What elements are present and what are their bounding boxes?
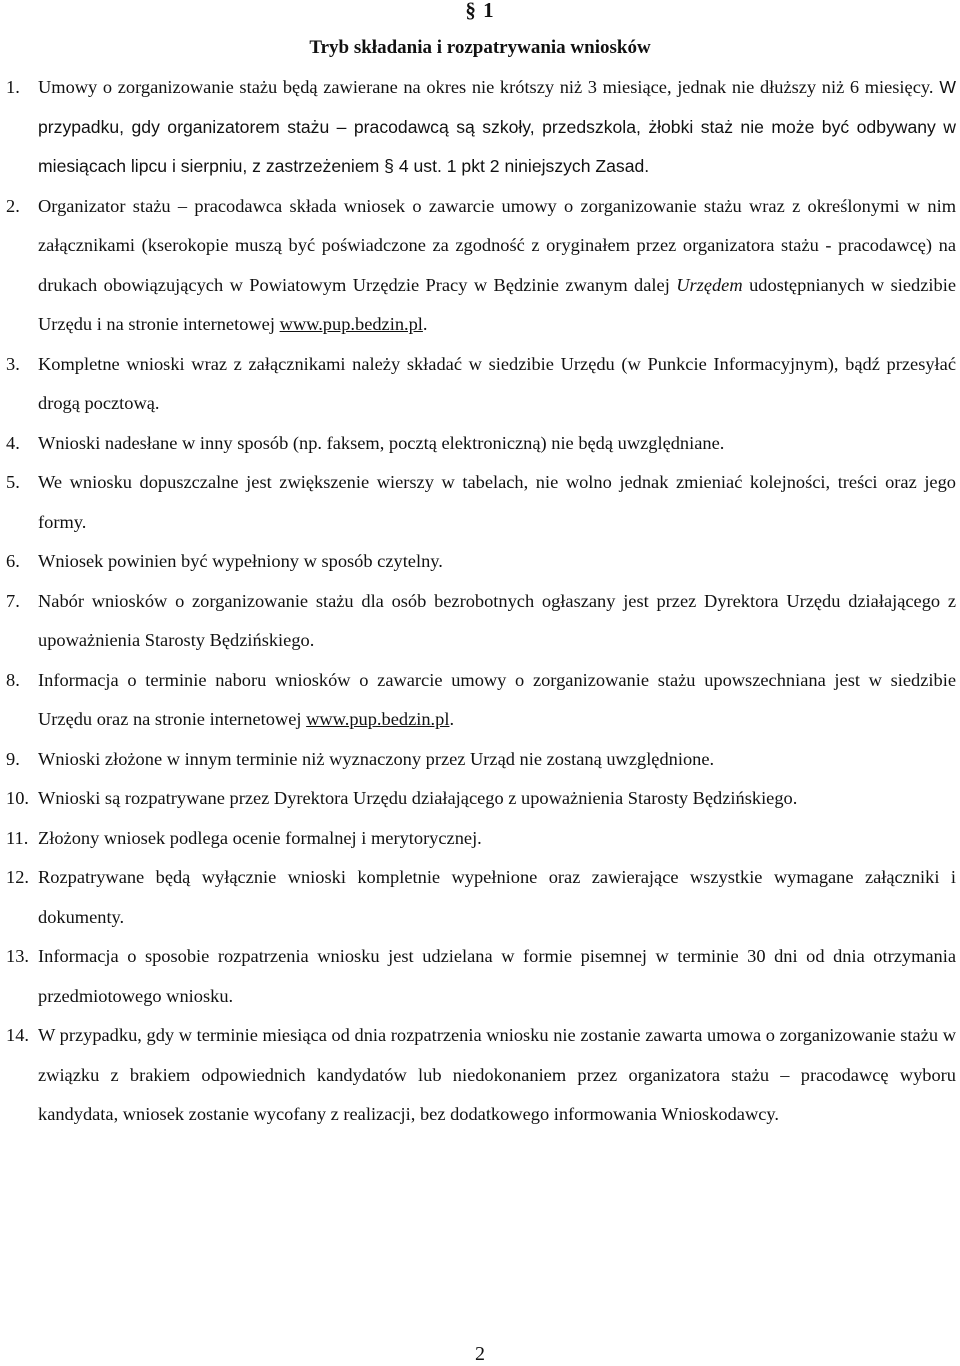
item-text: Informacja o sposobie rozpatrzenia wniosku jest udzielana w formie pisemnej w terminie 30 dni od dnia otrzymania przedmiotowego wniosku.	[38, 946, 956, 1006]
item-number: 12.	[6, 867, 29, 887]
list-item-13	[6, 937, 956, 1016]
item-number: 1.	[6, 77, 20, 97]
item-text: Nabór wniosków o zorganizowanie stażu dla osób bezrobotnych ogłaszany jest przez Dyrektora Urzędu działającego z upoważnienia Starosty Będzińskiego.	[38, 590, 956, 650]
item-text: W przypadku, gdy w terminie miesiąca od dnia rozpatrzenia wniosku nie zostanie zawarta umowa o zorganizowanie stażu w związku z brakiem odpowiednich kandydatów lub niedokonaniem przez organizatora stażu – pracodawcę wyboru kandydata, wniosek zostanie wycofany z realizacji, bez dodatkowego informowania Wnioskodawcy.	[38, 1025, 956, 1124]
item-number: 5.	[6, 472, 20, 492]
item-number: 7.	[6, 590, 20, 611]
list-item-1	[6, 68, 956, 187]
item-text: Złożony wniosek podlega ocenie formalnej i merytorycznej.	[38, 827, 482, 848]
item-number: 14.	[6, 1025, 29, 1045]
item-text: Wnioski złożone w innym terminie niż wyznaczony przez Urząd nie zostaną uwzględnione.	[38, 748, 715, 769]
item-number: 3.	[6, 353, 20, 374]
item-text: Kompletne wnioski wraz z załącznikami należy składać w siedzibie Urzędu (w Punkcie Informacyjnym), bądź przesyłać drogą pocztową.	[38, 353, 956, 413]
item-text: udostępnianych w siedzibie Urzędu i na stronie internetowej	[38, 274, 956, 334]
item-text: Wniosek powinien być wypełniony w sposób czytelny.	[38, 551, 443, 571]
item-emphasis: Urzędem	[676, 274, 743, 295]
item-number: 11.	[6, 827, 29, 848]
page-number: 2	[475, 1343, 485, 1365]
item-number: 2.	[6, 195, 20, 216]
list-item-2	[6, 187, 956, 345]
item-text: .	[422, 314, 428, 334]
website-link[interactable]: www.pup.bedzin.pl	[279, 314, 423, 334]
list-item-12	[6, 858, 956, 937]
numbered-list	[6, 68, 956, 1135]
item-text: Umowy o zorganizowanie stażu będą zawierane na okres nie krótszy niż 3 miesiące, jednak nie dłuższy niż 6 miesięcy.	[38, 77, 934, 97]
list-item-4	[6, 424, 956, 464]
list-item-7	[6, 582, 956, 661]
item-text: .	[449, 709, 455, 729]
item-number: 6.	[6, 551, 20, 571]
item-text-sans: W przypadku, gdy organizatorem stażu – pracodawcą są szkoły, przedszkola, żłobki staż nie może być odbywany w miesiącach lipcu i sierpniu, z zastrzeżeniem § 4 ust. 1 pkt 2 niniejszych Zasad.	[38, 77, 956, 176]
item-number: 10.	[6, 788, 29, 808]
item-number: 4.	[6, 432, 20, 453]
item-text: We wniosku dopuszczalne jest zwiększenie wierszy w tabelach, nie wolno jednak zmieniać kolejności, treści oraz jego formy.	[38, 472, 956, 532]
item-text: Informacja o terminie naboru wniosków o zawarcie umowy o zorganizowanie stażu upowszechniana jest w siedzibie Urzędu oraz na stronie internetowej	[38, 669, 956, 729]
item-number: 8.	[6, 669, 20, 690]
item-text: Rozpatrywane będą wyłącznie wnioski kompletnie wypełnione oraz zawierające wszystkie wymagane załączniki i dokumenty.	[38, 867, 956, 927]
list-item-3	[6, 345, 956, 424]
list-item-8	[6, 661, 956, 740]
list-item-6	[6, 542, 956, 582]
list-item-11	[6, 819, 956, 859]
item-number: 13.	[6, 946, 29, 966]
item-text: Wnioski są rozpatrywane przez Dyrektora Urzędu działającego z upoważnienia Starosty Będzińskiego.	[38, 788, 798, 808]
website-link[interactable]: www.pup.bedzin.pl	[306, 709, 450, 729]
item-number: 9.	[6, 748, 20, 769]
item-text: Organizator stażu – pracodawca składa wniosek o zawarcie umowy o zorganizowanie stażu wraz z określonymi w nim załącznikami (kserokopie muszą być poświadczone za zgodność z oryginałem przez organizatora stażu - pracodawcę) na drukach obowiązujących w Powiatowym Urzędzie Pracy w Będzinie zwanym dalej	[38, 195, 956, 295]
list-item-9	[6, 740, 956, 780]
list-item-10	[6, 779, 956, 819]
item-text: Wnioski nadesłane w inny sposób (np. faksem, pocztą elektroniczną) nie będą uwzględniane.	[38, 432, 725, 453]
list-item-14	[6, 1016, 956, 1135]
section-mark: § 1	[465, 0, 495, 22]
section-title: Tryb składania i rozpatrywania wniosków	[309, 37, 651, 58]
list-item-5	[6, 463, 956, 542]
